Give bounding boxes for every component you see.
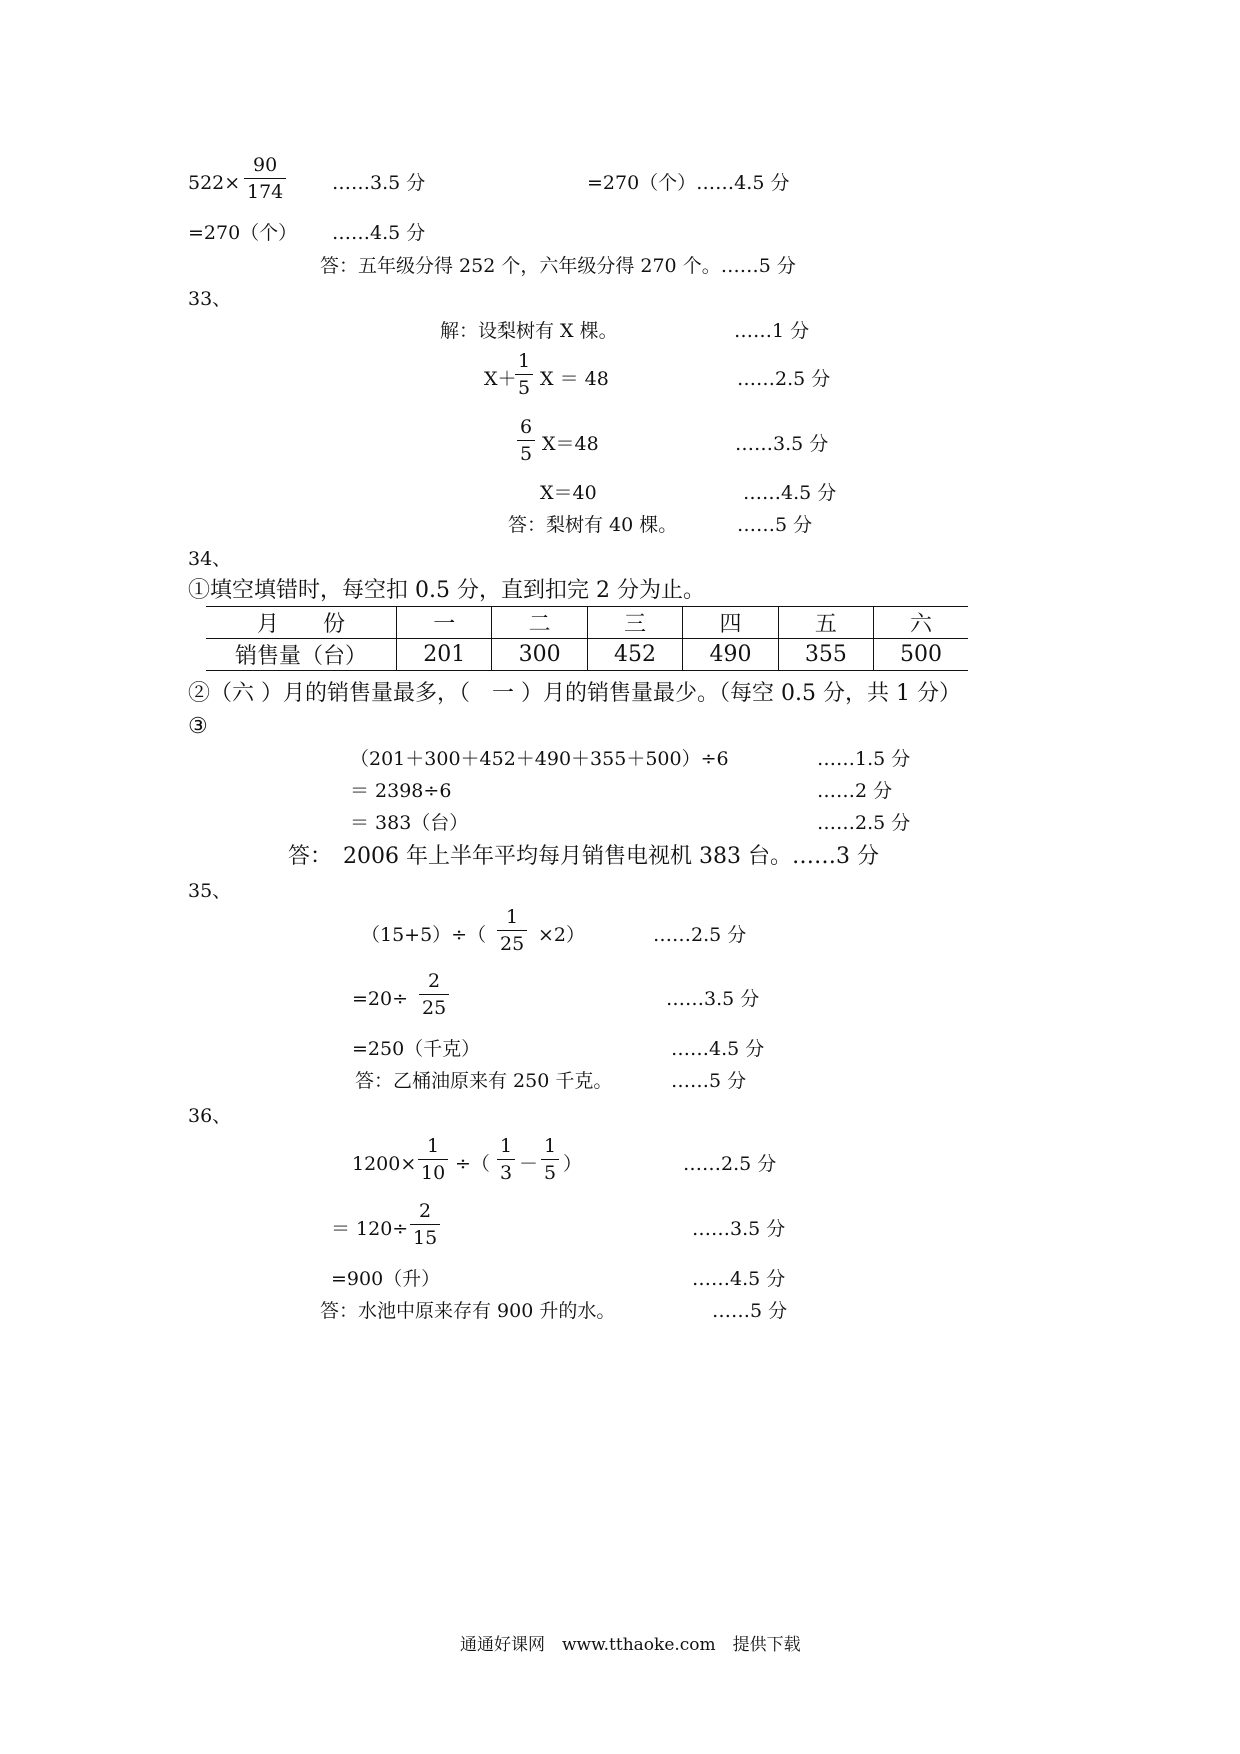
q36-line1-score: ……2.5 分: [683, 1153, 777, 1175]
q33-line3-score: ……3.5 分: [735, 433, 829, 455]
q33-line4: X＝40: [540, 482, 597, 504]
q33-line1: 解：设梨树有 X 棵。: [440, 320, 618, 342]
q34-note1: ①填空填错时，每空扣 0.5 分，直到扣完 2 分为止。: [188, 578, 705, 603]
table-header-cell: 六: [874, 607, 968, 639]
table-cell: 201: [397, 639, 492, 671]
q32-line1-score: ……3.5 分: [332, 172, 426, 194]
q36-line1-a: 1200×: [352, 1153, 417, 1175]
q36-line1-fraction2: [497, 1137, 515, 1183]
q35-line3: =250（千克）: [352, 1038, 481, 1060]
q36-line3-score: ……4.5 分: [692, 1268, 786, 1290]
q32-line1-right: =270（个）……4.5 分: [587, 172, 790, 194]
q36-line2-fraction-numerator: 2: [419, 1200, 432, 1222]
q36-fraction3-numerator: 1: [544, 1135, 557, 1157]
q32-line2-left: =270（个）: [188, 222, 298, 244]
q32-line2-score: ……4.5 分: [332, 222, 426, 244]
table-header-cell: 二: [492, 607, 587, 639]
q35-number: 35、: [188, 880, 232, 902]
table-header-cell: 三: [587, 607, 682, 639]
q32-answer: 答：五年级分得 252 个，六年级分得 270 个。……5 分: [320, 255, 796, 277]
q36-answer-score: ……5 分: [712, 1300, 788, 1322]
q32-line1-left: 522×: [188, 172, 241, 194]
table-cell: 销售量（台）: [206, 639, 397, 671]
q35-line1-fraction-numerator: 1: [506, 906, 519, 928]
q36-fraction1-numerator: 1: [427, 1135, 440, 1157]
table-header-cell: 月 份: [206, 607, 397, 639]
q35-line1-score: ……2.5 分: [653, 924, 747, 946]
q33-number: 33、: [188, 288, 232, 310]
q36-fraction1-denominator: 10: [418, 1159, 448, 1183]
q34-calc-line3: ＝ 383（台）: [350, 812, 469, 834]
q34-note2: ②（六 ）月的销售量最多，（ 一 ）月的销售量最少。（每空 0.5 分，共 1 分）: [188, 681, 961, 706]
sales-table: [206, 606, 968, 671]
q33-line3-fraction-denominator: 5: [517, 440, 535, 464]
q33-line2-fraction: [515, 352, 533, 398]
q36-fraction2-denominator: 3: [497, 1159, 515, 1183]
q33-line3-fraction-numerator: 6: [520, 416, 533, 438]
q32-fraction: [244, 156, 286, 202]
table-header-cell: 五: [778, 607, 873, 639]
q33-line3-b: X＝48: [542, 433, 599, 455]
table-cell: 452: [587, 639, 682, 671]
q33-line1-score: ……1 分: [734, 320, 810, 342]
table-row: [206, 607, 968, 639]
q35-answer: 答：乙桶油原来有 250 千克。: [355, 1070, 613, 1092]
q36-fraction3-denominator: 5: [541, 1159, 559, 1183]
q36-number: 36、: [188, 1105, 232, 1127]
page-footer: 通通好课网 www.tthaoke.com 提供下载: [460, 1635, 801, 1655]
q33-line2-a: X＋: [484, 368, 517, 390]
q36-line1-b: ÷（: [455, 1153, 490, 1175]
q34-calc-line2: ＝ 2398÷6: [350, 780, 452, 802]
q35-line1-a: （15+5）÷（: [361, 924, 487, 946]
q35-answer-score: ……5 分: [671, 1070, 747, 1092]
q32-fraction-numerator: 90: [253, 154, 278, 176]
q33-line2-fraction-denominator: 5: [515, 374, 533, 398]
q33-line3-fraction: [517, 418, 535, 464]
q36-line1-fraction1: [418, 1137, 448, 1183]
q34-number: 34、: [188, 548, 232, 570]
q33-line2-score: ……2.5 分: [737, 368, 831, 390]
q33-line2-b: X ＝ 48: [540, 368, 609, 390]
table-cell: 300: [492, 639, 587, 671]
q34-calc-line2-score: ……2 分: [817, 780, 893, 802]
q36-line2-fraction: [410, 1202, 440, 1248]
q36-line1-c: ）: [563, 1153, 583, 1175]
q36-line1-fraction3: [541, 1137, 559, 1183]
q34-calc-line1: （201＋300＋452＋490＋355＋500）÷6: [350, 748, 729, 770]
q36-line3: =900（升）: [331, 1268, 441, 1290]
table-header-cell: 四: [683, 607, 778, 639]
q34-calc-line3-score: ……2.5 分: [817, 812, 911, 834]
table-cell: 355: [778, 639, 873, 671]
q36-line2-fraction-denominator: 15: [410, 1224, 440, 1248]
q34-calc-line1-score: ……1.5 分: [817, 748, 911, 770]
q35-line3-score: ……4.5 分: [671, 1038, 765, 1060]
q33-line4-score: ……4.5 分: [743, 482, 837, 504]
q35-line2-fraction-numerator: 2: [428, 970, 441, 992]
q33-answer: 答：梨树有 40 棵。: [508, 514, 678, 536]
q33-answer-score: ……5 分: [737, 514, 813, 536]
q34-note3: ③: [188, 714, 208, 739]
table-cell: 500: [874, 639, 968, 671]
q35-line2-fraction-denominator: 25: [419, 994, 449, 1018]
q36-line2-a: ＝ 120÷: [331, 1218, 409, 1240]
table-cell: 490: [683, 639, 778, 671]
table-row: [206, 639, 968, 671]
q36-line2-score: ……3.5 分: [692, 1218, 786, 1240]
q33-line2-fraction-numerator: 1: [518, 350, 531, 372]
q35-line1-b: ×2）: [538, 924, 586, 946]
q34-answer: 答： 2006 年上半年平均每月销售电视机 383 台。……3 分: [288, 844, 879, 869]
table-header-cell: 一: [397, 607, 492, 639]
q35-line1-fraction-denominator: 25: [497, 930, 527, 954]
q36-line1-minus: －: [519, 1153, 539, 1175]
q35-line2-a: =20÷: [352, 988, 409, 1010]
q35-line2-score: ……3.5 分: [666, 988, 760, 1010]
q35-line2-fraction: [419, 972, 449, 1018]
q35-line1-fraction: [497, 908, 527, 954]
q36-fraction2-numerator: 1: [500, 1135, 513, 1157]
q32-fraction-denominator: 174: [244, 178, 286, 202]
q36-answer: 答：水池中原来存有 900 升的水。: [320, 1300, 616, 1322]
